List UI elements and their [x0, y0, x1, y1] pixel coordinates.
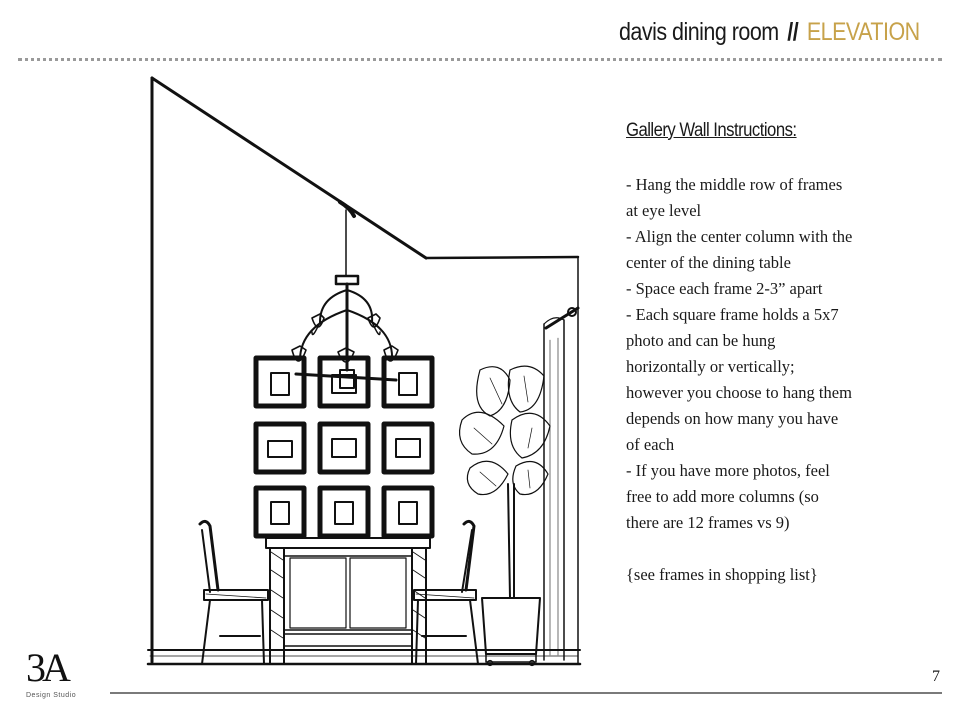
instruction-line: photo and can be hung	[626, 331, 776, 350]
instruction-line: - Align the center column with the	[626, 227, 853, 246]
instruction-line: however you choose to hang them	[626, 383, 852, 402]
instruction-line: depends on how many you have	[626, 409, 839, 428]
right-chair	[414, 521, 478, 664]
title-separator: //	[787, 18, 799, 46]
instruction-line: center of the dining table	[626, 253, 791, 272]
logo-mark: 3A	[26, 645, 67, 690]
page-header	[619, 18, 920, 58]
section-title: ELEVATION	[807, 18, 920, 46]
dining-table	[266, 538, 430, 664]
instruction-line: - Space each frame 2-3” apart	[626, 279, 823, 298]
instruction-line: there are 12 frames vs 9)	[626, 513, 790, 532]
gallery-instructions	[626, 118, 916, 588]
instruction-line: - Each square frame holds a 5x7	[626, 305, 839, 324]
instruction-line: - If you have more photos, feel	[626, 461, 830, 480]
instruction-line: horizontally or vertically;	[626, 357, 795, 376]
instructions-title: Gallery Wall Instructions:	[626, 120, 797, 141]
frame-photos	[268, 373, 420, 524]
elevation-sketch	[140, 70, 590, 670]
logo-subtitle: Design Studio	[26, 692, 77, 699]
curtain-panel	[544, 308, 578, 660]
studio-logo	[26, 646, 90, 710]
header-dotted-divider	[18, 58, 942, 61]
instruction-line: - Hang the middle row of frames	[626, 175, 843, 194]
wall-outline	[148, 78, 580, 664]
project-title: davis dining room	[619, 18, 780, 46]
footer-divider	[110, 692, 942, 694]
page-number: 7	[932, 668, 940, 685]
instruction-line: of each	[626, 435, 675, 454]
instruction-line: free to add more columns (so	[626, 487, 819, 506]
shopping-list-note: {see frames in shopping list}	[626, 565, 818, 584]
left-chair	[200, 521, 268, 664]
gallery-frames	[256, 358, 432, 536]
instruction-line: at eye level	[626, 201, 702, 220]
